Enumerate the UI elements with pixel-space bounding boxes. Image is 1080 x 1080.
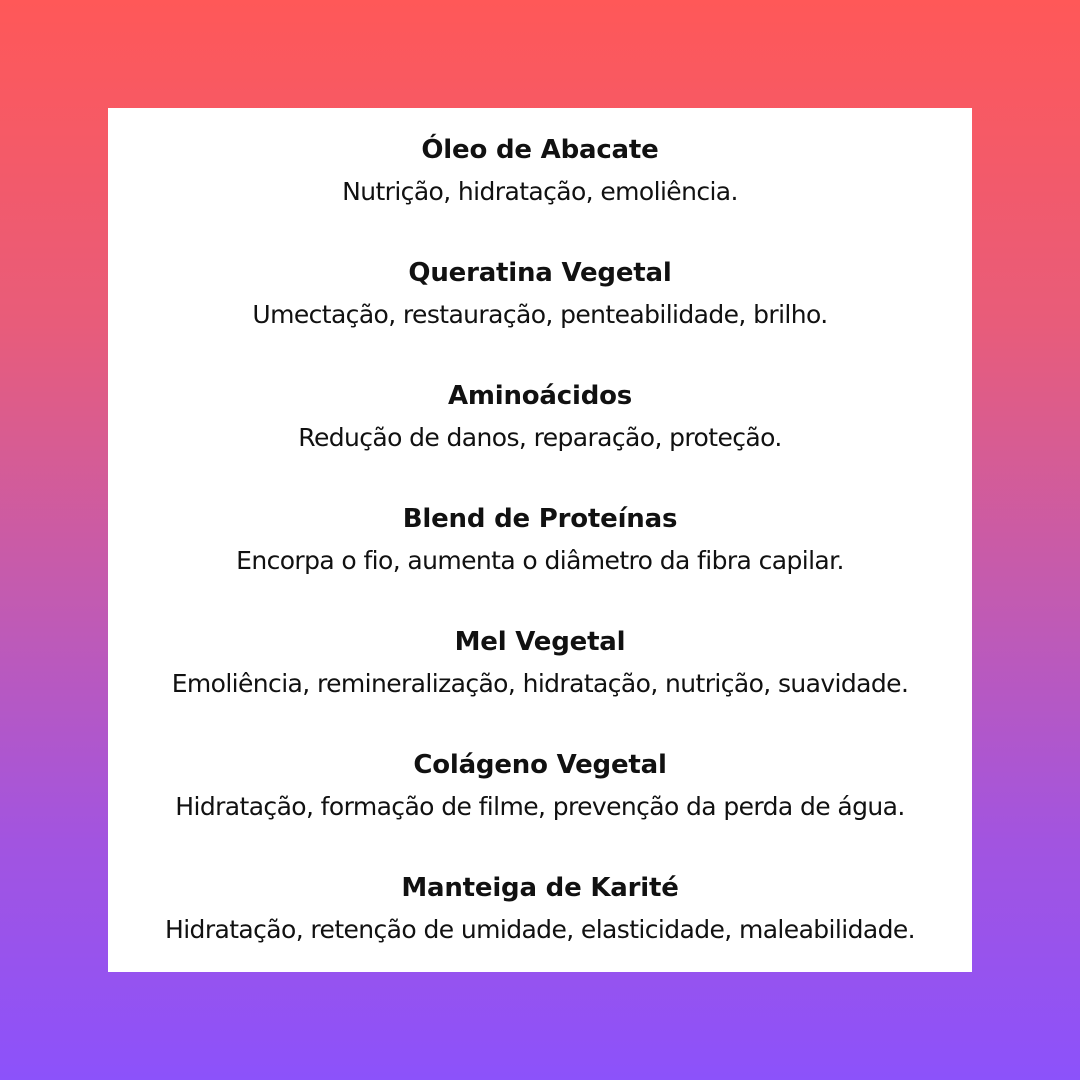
ingredient-benefits: Hidratação, retenção de umidade, elasticidade, maleabilidade. — [165, 915, 915, 944]
ingredient-name: Mel Vegetal — [454, 627, 626, 657]
ingredient-name: Blend de Proteínas — [402, 504, 678, 534]
ingredient-name: Aminoácidos — [447, 381, 633, 411]
ingredient-benefits: Redução de danos, reparação, proteção. — [298, 423, 782, 452]
ingredient-name: Manteiga de Karité — [401, 873, 679, 903]
ingredient-entry — [108, 376, 972, 499]
ingredient-entry — [108, 745, 972, 868]
ingredient-benefits: Umectação, restauração, penteabilidade, brilho. — [252, 300, 828, 329]
ingredient-name: Queratina Vegetal — [408, 258, 672, 288]
ingredient-name: Colágeno Vegetal — [413, 750, 667, 780]
ingredient-entry — [108, 130, 972, 253]
ingredients-card — [108, 108, 972, 972]
ingredient-benefits: Nutrição, hidratação, emoliência. — [342, 177, 738, 206]
ingredient-benefits: Hidratação, formação de filme, prevenção da perda de água. — [175, 792, 905, 821]
ingredient-benefits: Encorpa o fio, aumenta o diâmetro da fibra capilar. — [236, 546, 844, 575]
ingredient-benefits: Emoliência, remineralização, hidratação, nutrição, suavidade. — [171, 669, 909, 698]
ingredient-entry — [108, 253, 972, 376]
ingredient-name: Óleo de Abacate — [421, 135, 659, 165]
ingredient-entry — [108, 868, 972, 991]
ingredient-entry — [108, 622, 972, 745]
ingredient-entry — [108, 499, 972, 622]
